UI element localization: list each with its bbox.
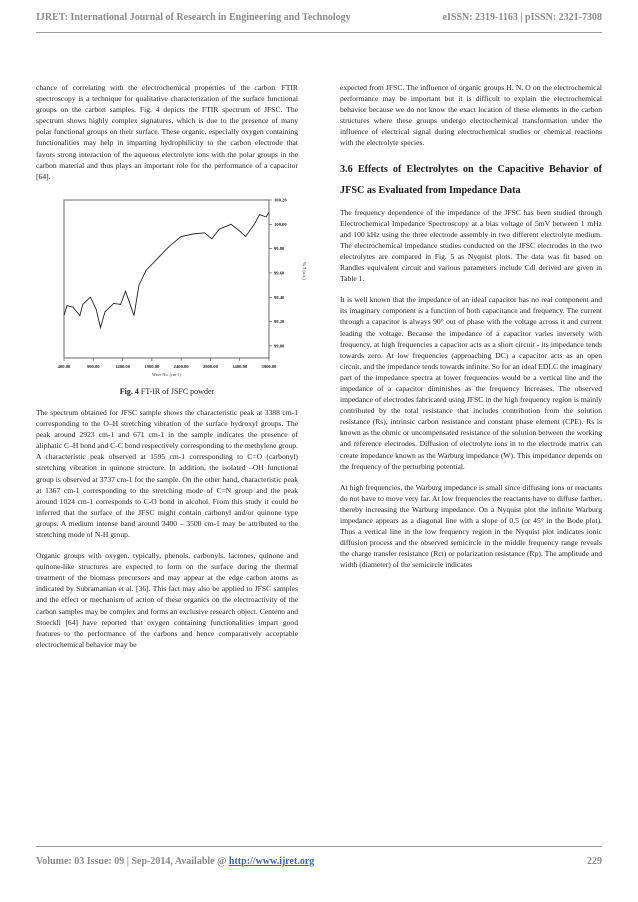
figure-caption-text: FT-IR of JSFC powder bbox=[138, 386, 215, 396]
figure-caption bbox=[36, 386, 298, 397]
y-axis-label: % T (a.u.) bbox=[302, 262, 307, 280]
plot-frame bbox=[64, 200, 269, 358]
x-tick-label: 3900.00 bbox=[261, 363, 277, 369]
left-paragraph-1: chance of correlating with the electrochemical properties of the carbon. FTIR spectroscopy is a technique for qualitative characterization of the surface functional groups on the carbon samples. Fig. 4 depicts the FTIR spectrum of JFSC. The spectrum shows highly complex signatures, which is due to the presence of many polar functional groups on their surface. These organic, especially oxygen containing functionalities may help in imparting hydrophilicity to the carbon electrode that favors strong interaction of the aqueous electrolyte ions with the polar groups in the carbon material and thus plays an important role for the performance of a capacitor [64]. bbox=[36, 83, 298, 181]
section-heading: 3.6 Effects of Electrolytes on the Capacitive Behavior of JFSC as Evaluated from Impedance Data bbox=[340, 163, 602, 196]
y-tick-label: 100.20 bbox=[274, 197, 287, 203]
x-tick-label: 1400.00 bbox=[115, 363, 131, 369]
y-tick-label: 100.00 bbox=[274, 221, 287, 227]
right-paragraph-3: It is well known that the impedance of an ideal capacitor has no real component and its imaginary component is a function of both capacitance and frequency. The current through a capacitor is always 90° out of phase with the voltage across it and current leading the voltage. Because the impedance of a capacitor varies inversely with frequency, at high frequencies a capacitor acts as a short circuit - its impedance tends towards zero. At low frequencies (approaching DC) a capacitor acts as an open circuit, and the impedance tends towards infinite. So for an ideal EDLC the imaginary part of the impedance spectra at lower frequencies would be a vertical line and the impedance of a capacitor diminishes as the frequency Increases. The observed impedance of electrodes fabricated using JFSC in the high frequency region is mainly contributed by the total resistance that includes contribution from the solution resistance (Rs), intrinsic carbon resistance and constant phase element (CPE). Rs is known as the ohmic or uncompensated resistance of the solution between the working and reference electrodes. Diffusion of electrolyte ions in to the electrode matrix can create impedance known as the Warburg impedance (W). This impedance depends on the frequency of the perturbing potential. bbox=[340, 295, 602, 471]
right-paragraph-4: At high frequencies, the Warburg impedance is small since diffusing ions or reactants do not have to move very far. At low frequencies the reactants have to diffuse farther, thereby increasing the Warburg impedance. On a Nyquist plot the infinite Warburg impedance appears as a diagonal line with a slope of 0.5 (or 45° in the Bode plot). Thus a vertical line in the low frequency region in the Nyquist plot indicates ionic diffusion process and the observed semicircle in the middle frequency range reveals the charge transfer resistance (Rct) or polarization resistance (Rp). The amplitude and width (diameter) of the semicircle indicates bbox=[340, 482, 602, 570]
y-tick-label: 99.20 bbox=[274, 318, 285, 324]
right-paragraph-1: expected from JFSC. The influence of organic groups H, N, O on the electrochemical performance may be important but it is difficult to explain the electrochemical behavior because we do not know the exact location of these elements in the carbon structures where these groups undergo electrochemical transformation under the influence of electrical signal during electrochemical studies or chemical reactions with the electrolyte species. bbox=[340, 83, 602, 148]
header-rule bbox=[36, 32, 602, 33]
x-tick-label: 1900.00 bbox=[144, 363, 160, 369]
journal-link[interactable]: http://www.ijret.org bbox=[228, 856, 315, 867]
x-tick-label: 3400.00 bbox=[232, 363, 248, 369]
left-column bbox=[36, 82, 307, 650]
y-tick-label: 99.60 bbox=[274, 270, 285, 276]
right-column bbox=[340, 82, 602, 570]
x-tick-label: 2400.00 bbox=[173, 363, 189, 369]
volume-info: Volume: 03 Issue: 09 | Sep-2014, Available @ http://www.ijret.org bbox=[36, 856, 315, 867]
left-paragraph-3: Organic groups with oxygen, typically, phenols, carbonyls, lactones, quinone and quinone-like structures are expected to form on the surface during the thermal treatment of the biomass precursors and may appear at the edge carbon atoms as indicated by Subramanian et al. [36]. This fact may also be applied to JFSC samples and the effect or mechanism of action of these organics on the electroactivity of the carbon samples may be complex and forms an exclusive research object. Centeno and Stoeckli [64] have reported that oxygen containing functionalities impart good features to the performance of the carbons and hence comparatively acceptable electrochemical behavior may be bbox=[36, 551, 298, 649]
journal-title: IJRET: International Journal of Research in Engineering and Technology bbox=[36, 12, 351, 23]
left-paragraph-2: The spectrum obtained for JFSC sample shows the characteristic peak at 3388 cm-1 corresponding to the O–H stretching vibration of the surface hydroxyl groups. The peak around 2923 cm-1 and 671 cm-1 in the sample indicates the presence of aliphatic C–H bond and C-C bond respectively corresponding to the methylene group. A characteristic peak observed at 1595 cm-1 corresponding to C=O (carbonyl) stretching vibration in quinone structure. In addition, the isolated –OH functional group is observed at 3737 cm-1 for the sample. On the other hand, characteristic peak at 1367 cm-1 corresponding to the stretching mode of C=N group and the peak around 1024 cm-1 corresponds to C-O bond in alcohol. From this study it could be inferred that the surface of the JFSC might contain carbonyl and/or quinone type groups. A medium intense band around 3400 – 3500 cm-1 may be attributed to the stretching mode of N-H group. bbox=[36, 407, 298, 539]
footer-rule bbox=[36, 846, 602, 847]
y-tick-label: 99.00 bbox=[274, 343, 285, 349]
x-tick-label: 900.00 bbox=[86, 363, 100, 369]
issn-info: eISSN: 2319-1163 | pISSN: 2321-7308 bbox=[442, 12, 602, 23]
x-tick-label: 2900.00 bbox=[202, 363, 218, 369]
figure-label: Fig. 4 bbox=[119, 386, 139, 396]
ftir-chart bbox=[36, 192, 307, 384]
y-tick-label: 99.40 bbox=[274, 294, 285, 300]
y-tick-label: 99.80 bbox=[274, 246, 285, 252]
right-paragraph-2: The frequency dependence of the impedance of the JFSC has been studied through Electrochemical Impedance Spectroscopy at a bias voltage of 5mV between 1 mHz and 100 kHz using the three electrode assembly in two different electrolyte medium. The electrochemical impedance studies conducted on the JFSC electrodes in the two electrolytes are compared in Fig. 5 as Nyquist plots. The data was fit based on Randles equivalent circuit and various parameters include Cdl derived are given in Table 1. bbox=[340, 207, 602, 284]
page-number: 229 bbox=[587, 856, 602, 867]
x-tick-label: 400.00 bbox=[57, 363, 71, 369]
ftir-figure bbox=[36, 192, 307, 384]
x-axis-label: Wave No. (cm-1) bbox=[151, 371, 182, 377]
spectrum-line bbox=[64, 212, 269, 327]
